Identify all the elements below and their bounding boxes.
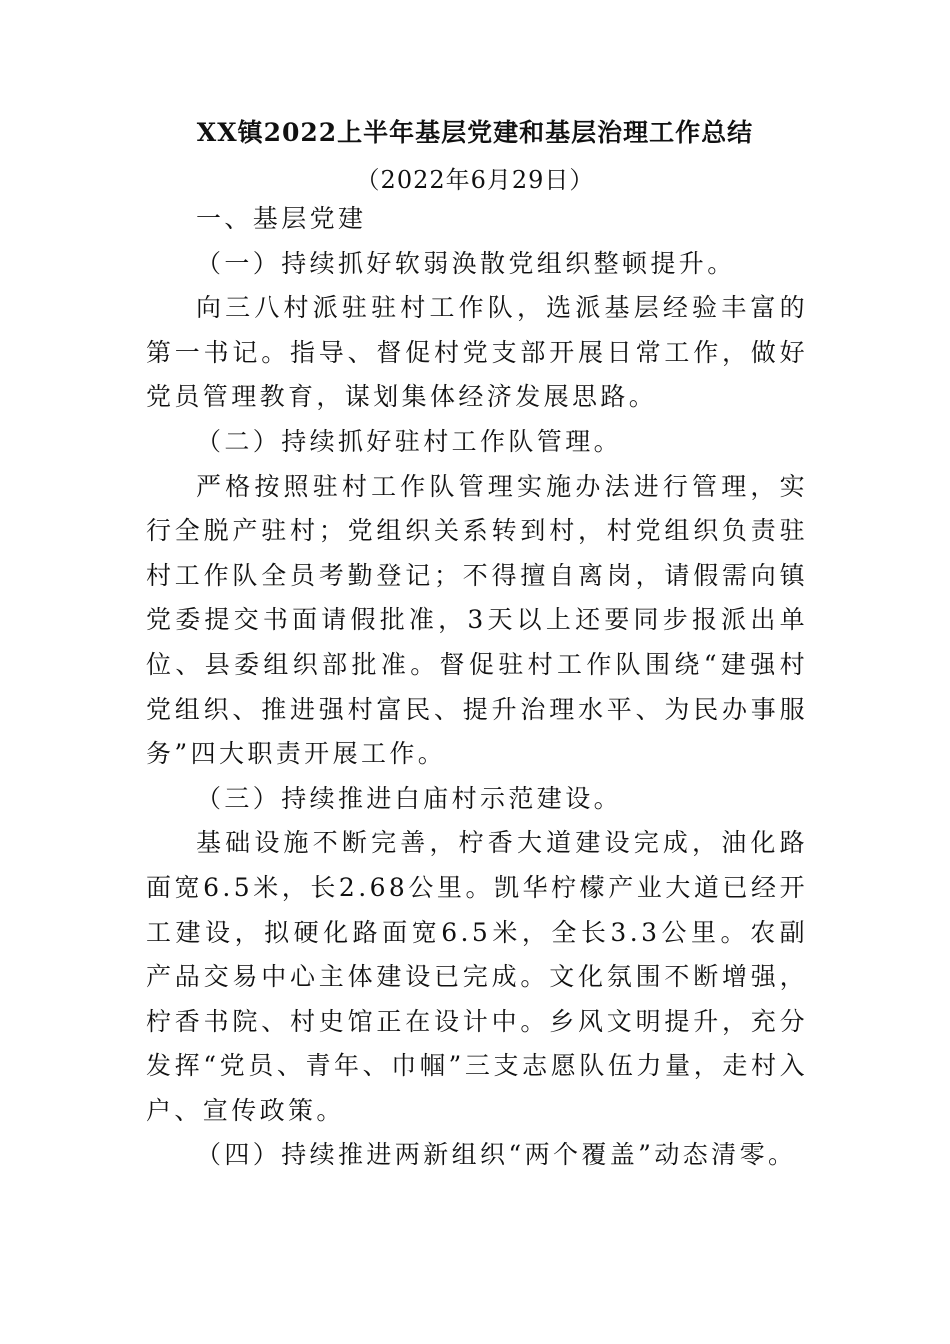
paragraph-2: 严格按照驻村工作队管理实施办法进行管理，实行全脱产驻村；党组织关系转到村，村党组织负责驻村工作队全员考勤登记；不得擅自离岗，请假需向镇党委提交书面请假批准，3天以上还要同步报派出单位、县委组织部批准。督促驻村工作队围绕“建强村党组织、推进强村富民、提升治理水平、为民办事服务”四大职责开展工作。: [146, 471, 808, 769]
subheading-3: （三）持续推进白庙村示范建设。: [196, 783, 623, 813]
document-title: XX镇2022上半年基层党建和基层治理工作总结: [196, 118, 754, 147]
document-date: （2022年6月29日）: [355, 166, 595, 194]
section-heading-party-building: 一、基层党建: [196, 204, 367, 233]
subheading-1: （一）持续抓好软弱涣散党组织整顿提升。: [196, 248, 736, 278]
paragraph-3: 基础设施不断完善，柠香大道建设完成，油化路面宽6.5米，长2.68公里。凯华柠檬产业大道已经开工建设，拟硬化路面宽6.5米，全长3.3公里。农副产品交易中心主体建设已完成。文化氛围不断增强，柠香书院、村史馆正在设计中。乡风文明提升，充分发挥“党员、青年、巾帼”三支志愿队伍力量，走村入户、宣传政策。: [146, 828, 808, 1125]
subheading-2: （二）持续抓好驻村工作队管理。: [196, 426, 623, 456]
subheading-4: （四）持续推进两新组织“两个覆盖”动态清零。: [196, 1140, 797, 1170]
paragraph-1: 向三八村派驻驻村工作队，选派基层经验丰富的第一书记。指导、督促村党支部开展日常工作，做好党员管理教育，谋划集体经济发展思路。: [146, 293, 808, 412]
document-body: [146, 197, 808, 1178]
